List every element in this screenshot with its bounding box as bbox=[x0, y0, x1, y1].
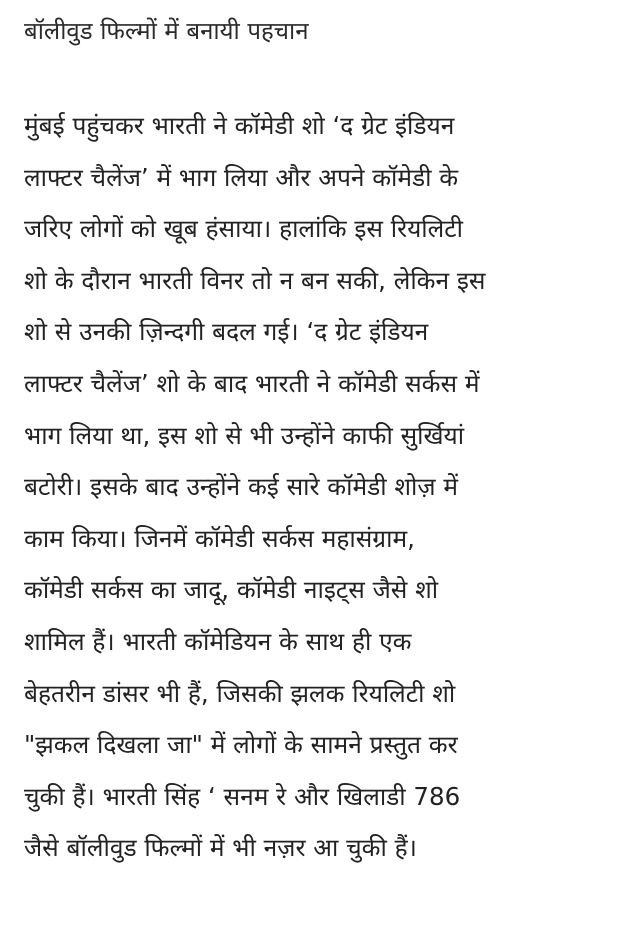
body-line: काम किया। जिनमें कॉमेडी सर्कस महासंग्राम, bbox=[24, 523, 415, 553]
body-line: शो के दौरान भारती विनर तो न बन सकी, लेकिन इस bbox=[24, 265, 486, 295]
body-line: शो से उनकी ज़िन्दगी बदल गई। ‘द ग्रेट इंडियन bbox=[24, 317, 429, 347]
body-line: चुकी हैं। भारती सिंह ‘ सनम रे और खिलाडी 786 bbox=[24, 781, 461, 811]
body-line: बेहतरीन डांसर भी हैं, जिसकी झलक रियलिटी शो bbox=[24, 678, 456, 708]
article-heading: बॉलीवुड फिल्मों में बनायी पहचान bbox=[24, 17, 309, 45]
body-line: जरिए लोगों को खूब हंसाया। हालांकि इस रियलिटी bbox=[24, 214, 463, 244]
body-line: बटोरी। इसके बाद उन्होंने कई सारे कॉमेडी शोज़ में bbox=[24, 472, 458, 502]
article-body bbox=[24, 100, 624, 874]
body-line: "झकल दिखला जा" में लोगों के सामने प्रस्तुत कर bbox=[24, 730, 458, 760]
body-line: शामिल हैं। भारती कॉमेडियन के साथ ही एक bbox=[24, 626, 412, 656]
body-line: भाग लिया था, इस शो से भी उन्होंने काफी सुर्खियां bbox=[24, 420, 465, 450]
article bbox=[24, 0, 624, 874]
body-line: कॉमेडी सर्कस का जादू, कॉमेडी नाइट्स जैसे शो bbox=[24, 575, 439, 605]
body-line: लाफ्टर चैलेंज’ शो के बाद भारती ने कॉमेडी सर्कस में bbox=[24, 368, 480, 398]
body-line: लाफ्टर चैलेंज’ में भाग लिया और अपने कॉमेडी के bbox=[24, 162, 459, 192]
body-line: जैसे बॉलीवुड फिल्मों में भी नज़र आ चुकी हैं। bbox=[24, 833, 417, 863]
body-line: मुंबई पहुंचकर भारती ने कॉमेडी शो ‘द ग्रेट इंडियन bbox=[24, 111, 455, 140]
